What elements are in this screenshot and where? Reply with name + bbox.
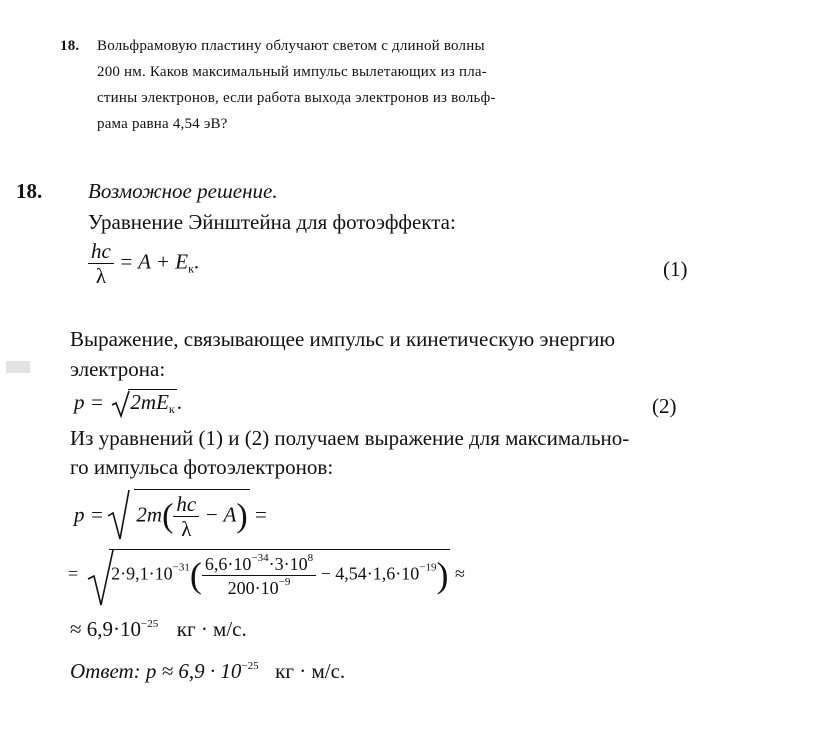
eq1-rhs-sub: к: [188, 261, 194, 276]
answer-line: [70, 659, 345, 684]
problem-line-1: Вольфрамовую пластину облучают светом с длиной волны: [97, 38, 485, 54]
eq4-start: =: [68, 563, 79, 584]
solution-heading: Возможное решение.: [88, 179, 278, 203]
eq1-fraction: [88, 239, 114, 288]
eq5-value: ≈ 6,9·10: [70, 617, 142, 641]
margin-mark: [6, 361, 30, 373]
eq2-label: (2): [652, 394, 677, 418]
eq2-lhs: p =: [74, 390, 104, 414]
eq4-num-b-exp: 8: [307, 552, 314, 564]
answer-exp: −25: [241, 660, 259, 672]
eq4-radicand-wrap: [109, 549, 450, 598]
eq4-fraction: [202, 552, 316, 598]
equation-4: [68, 549, 465, 598]
eq1-denominator: λ: [95, 264, 106, 289]
answer-unit: кг · м/с.: [275, 659, 346, 683]
eq2-radicand: 2mE: [130, 390, 169, 414]
eq4-den: 200·10: [227, 577, 279, 598]
eq4-tail: − 4,54·1,6·10: [320, 563, 420, 584]
eq4-den-exp: −9: [278, 575, 291, 588]
eq1-end: .: [193, 249, 200, 274]
problem-line-2: 200 нм. Каков максимальный импульс вылетающих из пла-: [97, 64, 487, 80]
eq3-fraction: [173, 492, 199, 541]
eq4-num-a-exp: −34: [251, 552, 269, 564]
equation-3: [74, 489, 267, 541]
einstein-intro: Уравнение Эйнштейна для фотоэффекта:: [88, 210, 456, 234]
momentum-intro-line-1: Выражение, связывающее импульс и кинетическую энергию: [70, 327, 616, 351]
equation-1: [88, 239, 199, 288]
eq4-tail-exp: −19: [419, 561, 437, 574]
eq3-end: =: [254, 502, 267, 527]
eq4-num-a: 6,6·10: [204, 554, 252, 574]
eq1-label: (1): [663, 257, 688, 281]
eq3-numerator: hc: [173, 492, 199, 517]
eq3-paren-close: ): [236, 497, 248, 535]
answer-label: Ответ:: [70, 659, 141, 683]
eq4-denominator: [225, 576, 294, 599]
answer-value: p ≈ 6,9 · 10: [145, 659, 242, 683]
eq4-pre: 2·9,1·10: [111, 563, 173, 584]
eq3-paren-open: (: [162, 497, 174, 535]
eq2-sub: к: [168, 402, 175, 416]
eq4-pre-exp: −31: [172, 561, 190, 574]
eq3-lhs: p =: [74, 502, 104, 527]
derive-line-1: Из уравнений (1) и (2) получаем выражение для максимально-: [70, 426, 630, 450]
eq2-end: .: [176, 390, 183, 414]
problem-line-3: стины электронов, если работа выхода электронов из вольф-: [97, 90, 496, 106]
eq5-exp: −25: [141, 618, 159, 630]
eq4-num-b: ·3·10: [268, 554, 308, 574]
eq4-paren-close: ): [436, 555, 449, 596]
eq4-approx: ≈: [454, 563, 465, 584]
problem-number: 18.: [60, 38, 80, 54]
eq1-numerator: hc: [88, 239, 114, 264]
derive-line-2: го импульса фотоэлектронов:: [70, 455, 334, 479]
eq3-radical-sign: [108, 489, 130, 541]
eq5-unit: кг · м/с.: [176, 617, 247, 641]
eq3-pre: 2m: [136, 502, 163, 527]
problem-line-4: рама равна 4,54 эВ?: [97, 116, 228, 132]
equation-5: [70, 617, 247, 642]
eq2-radical-sign: [112, 390, 130, 418]
solution-number: 18.: [16, 179, 43, 203]
eq3-denominator: λ: [181, 517, 192, 542]
eq1-rhs: = A + E: [119, 249, 189, 274]
momentum-intro-line-2: электрона:: [70, 357, 166, 381]
eq2-radicand-wrap: [128, 389, 176, 414]
eq4-numerator: [202, 552, 316, 576]
eq3-minus-a: − A: [204, 502, 237, 527]
eq4-radical-sign: [88, 549, 114, 607]
eq4-paren-open: (: [189, 555, 202, 596]
eq3-radicand-wrap: [134, 489, 249, 541]
